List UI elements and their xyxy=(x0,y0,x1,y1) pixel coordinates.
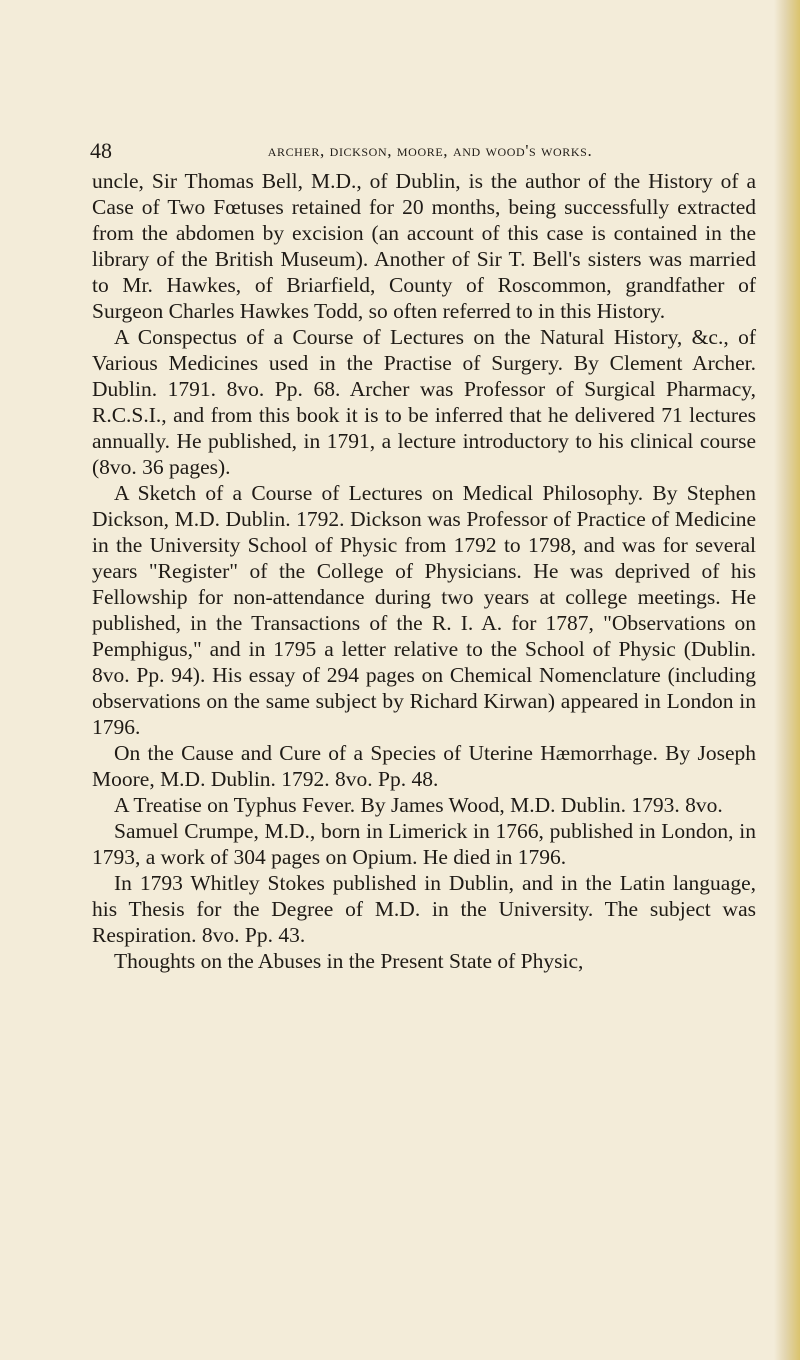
page-edge-shading xyxy=(774,0,800,1360)
page-number: 48 xyxy=(90,138,112,163)
paragraph-3: A Sketch of a Course of Lectures on Medical Philosophy. By Stephen Dickson, M.D. Dublin. 1792. Dickson was Professor of Practice of Medicine in the University School of Physic from 1792 to 1798, and was for several years "Register" of the College of Physicians. He was deprived of his Fellowship for non-attendance during two years at college meetings. He published, in the Transactions of the R. I. A. for 1787, "Observations on Pemphigus," and in 1795 a letter relative to the School of Physic (Dublin. 8vo. Pp. 94). His essay of 294 pages on Chemical Nomenclature (including observations on the same subject by Richard Kirwan) appeared in London in 1796. xyxy=(92,481,756,739)
paragraph-8: Thoughts on the Abuses in the Present State of Physic, xyxy=(114,949,584,973)
running-head: archer, dickson, moore, and wood's works. xyxy=(267,141,593,160)
paragraph-1: uncle, Sir Thomas Bell, M.D., of Dublin, is the author of the History of a Case of Two Fœtuses retained for 20 months, being successfully extracted from the abdomen by excision (an account of this case is contained in the library of the British Museum). Another of Sir T. Bell's sisters was married to Mr. Hawkes, of Briarfield, County of Roscommon, grandfather of Surgeon Charles Hawkes Todd, so often referred to in this History. xyxy=(92,169,756,323)
page-header xyxy=(90,137,770,165)
paragraph-2: A Conspectus of a Course of Lectures on the Natural History, &c., of Various Medicines used in the Practise of Surgery. By Clement Archer. Dublin. 1791. 8vo. Pp. 68. Archer was Professor of Surgical Pharmacy, R.C.S.I., and from this book it is to be inferred that he delivered 71 lectures annually. He published, in 1791, a lecture introductory to his clinical course (8vo. 36 pages). xyxy=(92,325,756,479)
paragraph-6: Samuel Crumpe, M.D., born in Limerick in 1766, published in London, in 1793, a work of 304 pages on Opium. He died in 1796. xyxy=(92,819,756,869)
paragraph-5: A Treatise on Typhus Fever. By James Wood, M.D. Dublin. 1793. 8vo. xyxy=(114,793,723,817)
body-text xyxy=(92,168,756,974)
paragraph-4: On the Cause and Cure of a Species of Uterine Hæmorrhage. By Joseph Moore, M.D. Dublin. 1792. 8vo. Pp. 48. xyxy=(92,741,756,791)
paragraph-7: In 1793 Whitley Stokes published in Dublin, and in the Latin language, his Thesis for the Degree of M.D. in the University. The subject was Respiration. 8vo. Pp. 43. xyxy=(92,871,756,947)
